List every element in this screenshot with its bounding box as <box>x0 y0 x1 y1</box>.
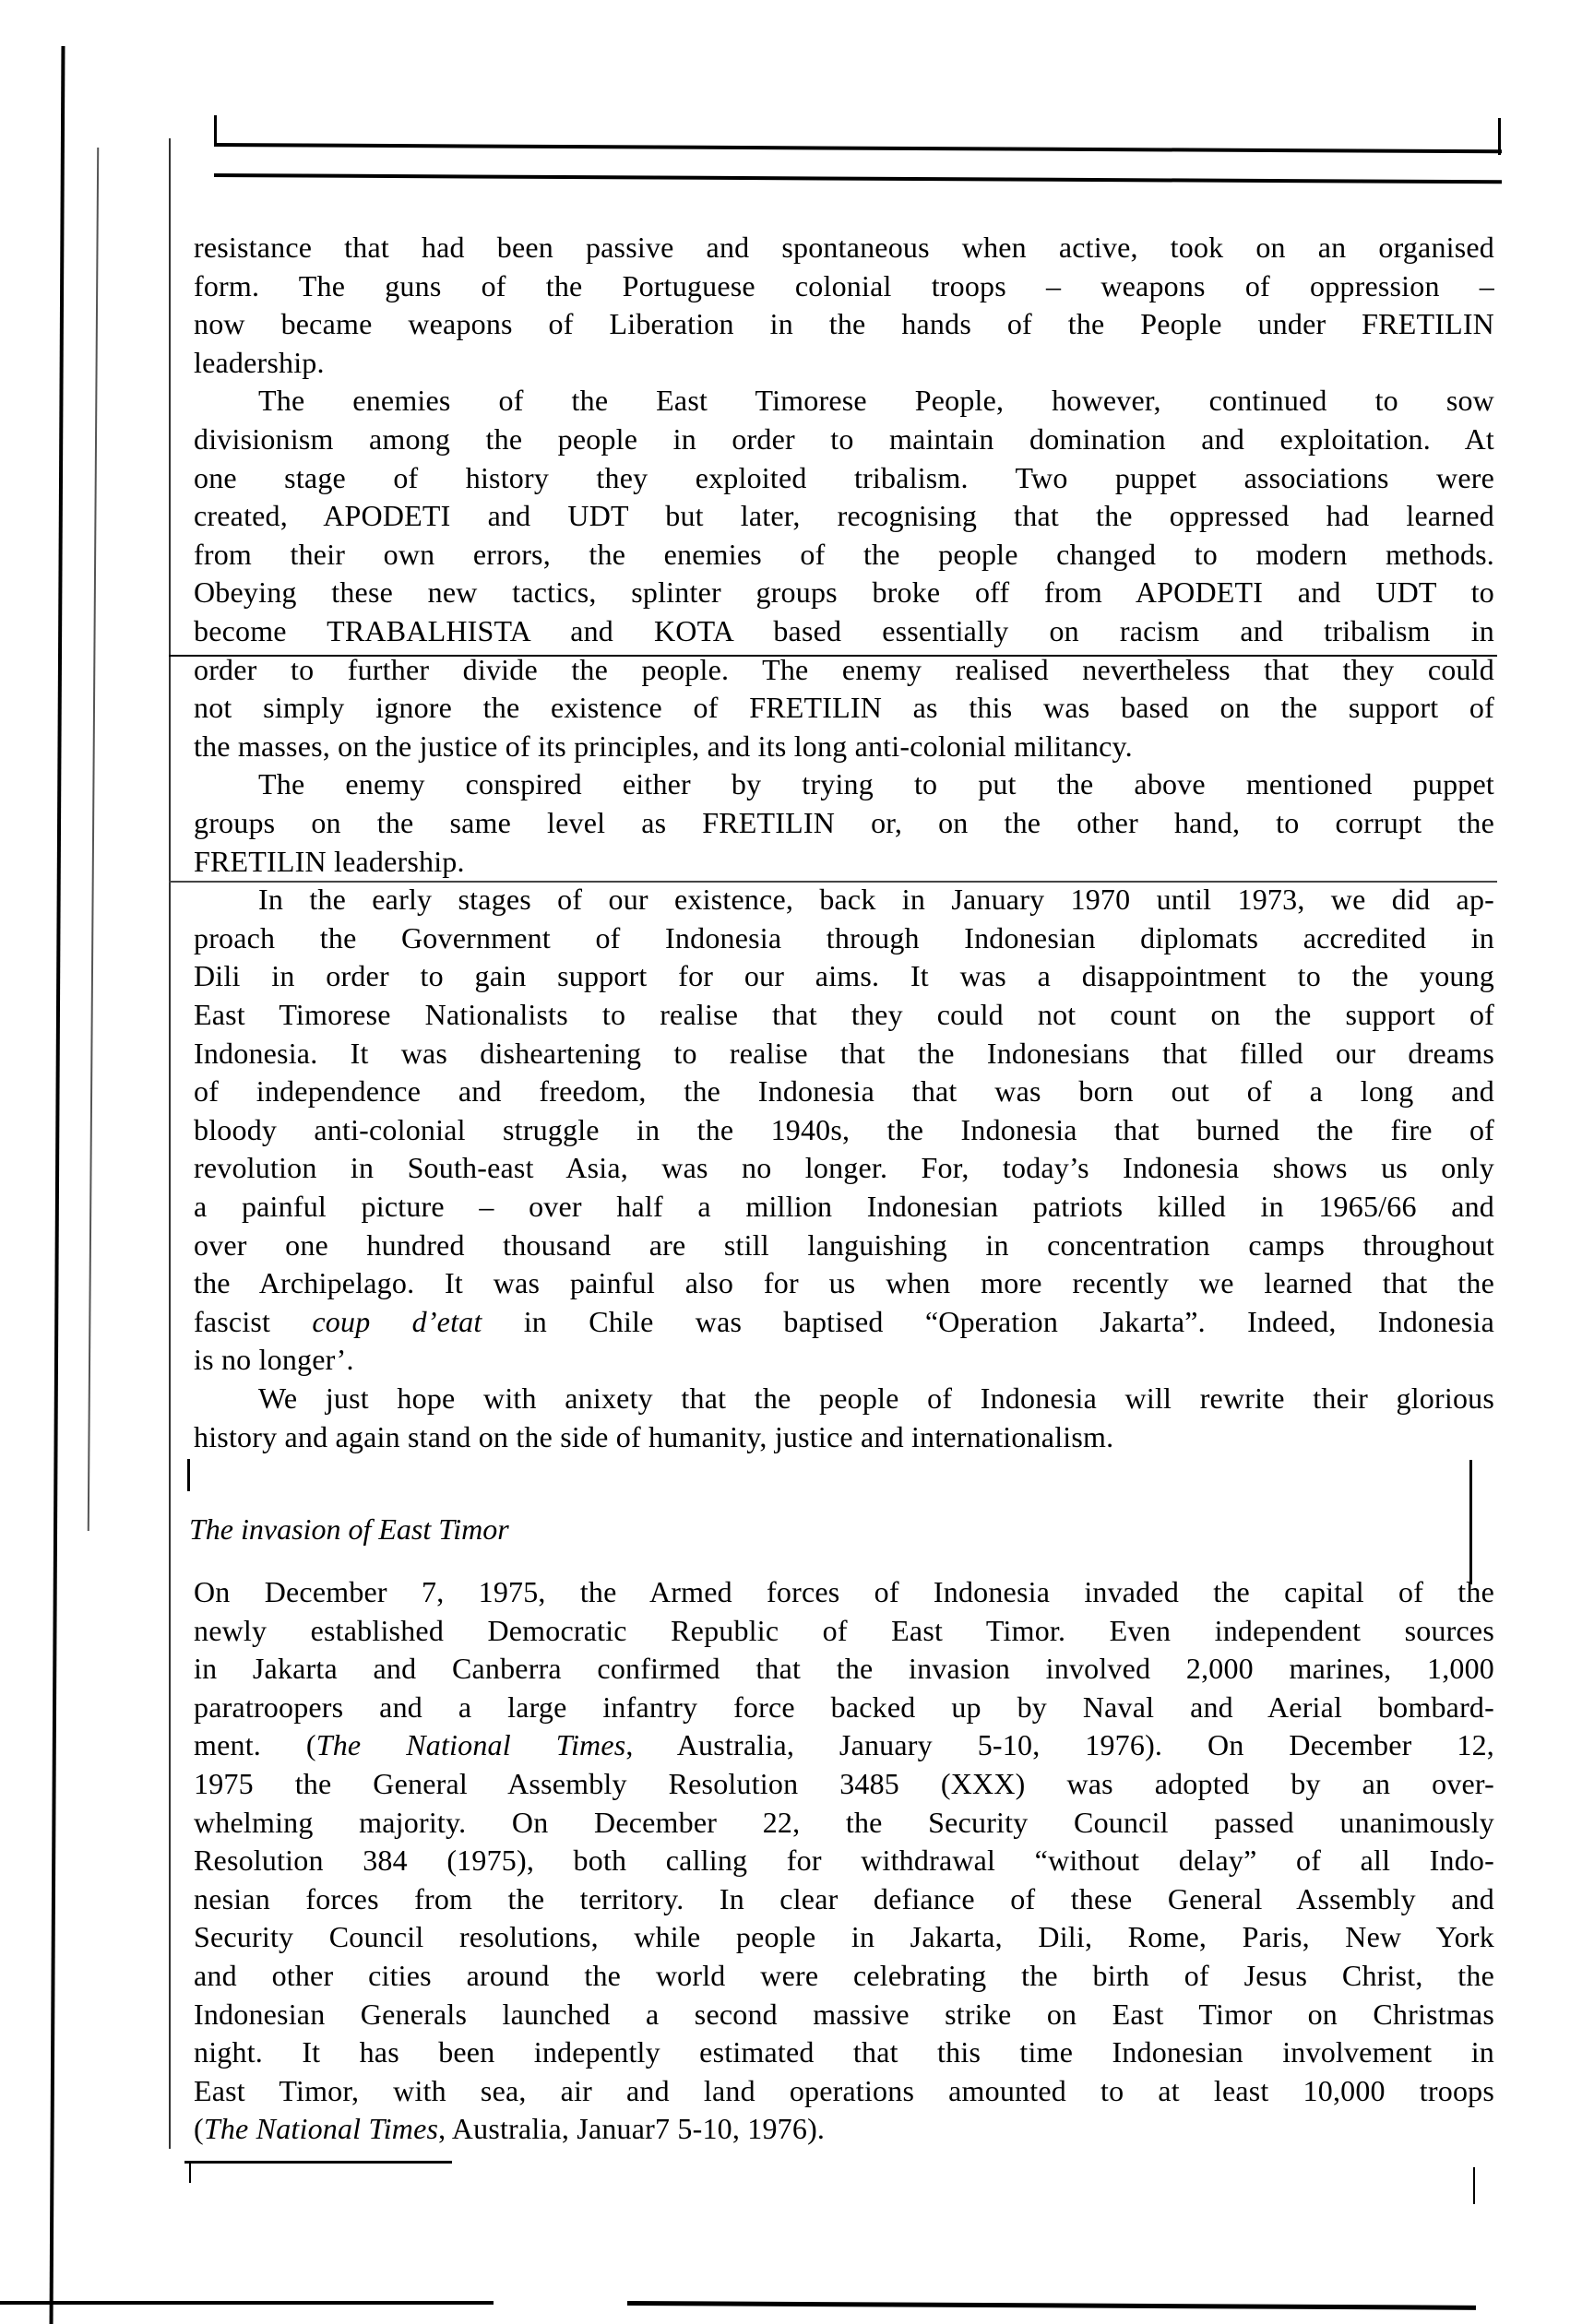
text-line: created, APODETI and UDT but later, recognising that the oppressed had learned <box>194 499 1494 533</box>
text-line: revolution in South-east Asia, was no longer. For, today’s Indonesia shows us only <box>194 1151 1494 1185</box>
text-line: is no longer’. <box>194 1343 354 1377</box>
text-line: Indonesian Generals launched a second massive strike on East Timor on Christmas <box>194 1997 1494 2031</box>
footer-tick-right <box>1473 2167 1475 2204</box>
text-line: On December 7, 1975, the Armed forces of Indonesia invaded the capital of the <box>194 1575 1494 1608</box>
text-line: and other cities around the world were celebrating the birth of Jesus Christ, the <box>194 1959 1494 1992</box>
text-line: Security Council resolutions, while people in Jakarta, Dili, Rome, Paris, New York <box>194 1920 1494 1954</box>
section-bracket-left <box>187 1459 190 1491</box>
text-line: (The National Times, Australia, Januar7 5-10, 1976). <box>194 2112 826 2146</box>
text-line: from their own errors, the enemies of the people changed to modern methods. <box>194 537 1494 571</box>
header-frame-right <box>1498 118 1501 155</box>
text-line: night. It has been indepently estimated that this time Indonesian involvement in <box>194 2035 1494 2069</box>
text-line: Obeying these new tactics, splinter groups broke off from APODETI and UDT to <box>194 575 1494 610</box>
bottom-rule-right <box>627 2301 1476 2310</box>
text-line: in Jakarta and Canberra confirmed that the invasion involved 2,000 marines, 1,000 <box>194 1652 1494 1686</box>
left-margin-scan-line <box>50 46 65 2324</box>
text-line: fascist coup d’etat in Chile was baptised “Operation Jakarta”. Indeed, Indonesia <box>194 1304 1494 1338</box>
text-line: paratroopers and a large infantry force backed up by Naval and Aerial bombard- <box>194 1690 1494 1724</box>
text-line: of independence and freedom, the Indonesia that was born out of a long and <box>194 1074 1494 1109</box>
text-line: East Timorese Nationalists to realise that they could not count on the support of <box>194 998 1494 1031</box>
header-frame-left <box>214 115 217 143</box>
text-line: over one hundred thousand are still languishing in concentration camps throughout <box>194 1227 1494 1262</box>
text-line: newly established Democratic Republic of East Timor. Even independent sources <box>194 1613 1494 1647</box>
text-line: the masses, on the justice of its principles, and its long anti-colonial militancy. <box>194 729 1133 763</box>
text-line: now became weapons of Liberation in the hands of the People under FRETILIN <box>194 307 1494 341</box>
text-line: groups on the same level as FRETILIN or, on the other hand, to corrupt the <box>194 806 1494 839</box>
text-line: order to further divide the people. The enemy realised nevertheless that they could <box>194 652 1494 686</box>
text-line: whelming majority. On December 22, the Security Council passed unanimously <box>194 1805 1494 1839</box>
text-line: Dili in order to gain support for our aims. It was a disappointment to the young <box>194 959 1494 993</box>
text-line: Indonesia. It was disheartening to realise that the Indonesians that filled our dreams <box>194 1036 1494 1070</box>
text-line: ment. (The National Times, Australia, January 5-10, 1976). On December 12, <box>194 1728 1494 1762</box>
text-line: become TRABALHISTA and KOTA based essentially on racism and tribalism in <box>194 614 1494 647</box>
left-margin-scan-line-faint <box>88 148 99 1531</box>
bottom-rule-left <box>0 2301 494 2305</box>
text-line: The enemies of the East Timorese People, however, continued to sow <box>258 384 1494 418</box>
text-line: Resolution 384 (1975), both calling for withdrawal “without delay” of all Indo- <box>194 1844 1494 1878</box>
footer-rule-short <box>184 2161 452 2164</box>
text-line: resistance that had been passive and spontaneous when active, took on an organised <box>194 231 1494 264</box>
text-line: bloody anti-colonial struggle in the 1940s, the Indonesia that burned the fire of <box>194 1112 1494 1146</box>
text-line: In the early stages of our existence, back in January 1970 until 1973, we did ap- <box>258 883 1494 917</box>
text-line: leadership. <box>194 345 325 379</box>
left-column-edge-line <box>169 138 171 2149</box>
text-line: form. The guns of the Portuguese colonial troops – weapons of oppression – <box>194 268 1494 302</box>
text-line: divisionism among the people in order to maintain domination and exploitation. At <box>194 422 1494 456</box>
section-bracket-right <box>1469 1460 1472 1584</box>
text-line: FRETILIN leadership. <box>194 844 465 878</box>
text-line: nesian forces from the territory. In clear defiance of these General Assembly and <box>194 1881 1494 1915</box>
text-line: the Archipelago. It was painful also for us when more recently we learned that the <box>194 1266 1494 1300</box>
text-line: The enemy conspired either by trying to put the above mentioned puppet <box>258 767 1494 801</box>
text-line: a painful picture – over half a million Indonesian patriots killed in 1965/66 and <box>194 1190 1494 1223</box>
footer-tick-left <box>189 2161 191 2183</box>
text-line: proach the Government of Indonesia through Indonesian diplomats accredited in <box>194 920 1494 954</box>
text-line: East Timor, with sea, air and land operations amounted to at least 10,000 troops <box>194 2073 1494 2107</box>
text-line: not simply ignore the existence of FRETILIN as this was based on the support of <box>194 691 1494 725</box>
text-line: history and again stand on the side of humanity, justice and internationalism. <box>194 1419 1114 1453</box>
header-rule-second <box>214 173 1502 184</box>
header-frame-rule-top <box>214 143 1502 153</box>
section-heading: The invasion of East Timor <box>189 1512 509 1546</box>
text-line: one stage of history they exploited tribalism. Two puppet associations were <box>194 460 1494 494</box>
text-line: 1975 the General Assembly Resolution 3485 (XXX) was adopted by an over- <box>194 1767 1494 1800</box>
text-line: We just hope with anixety that the people of Indonesia will rewrite their glorious <box>258 1381 1494 1415</box>
